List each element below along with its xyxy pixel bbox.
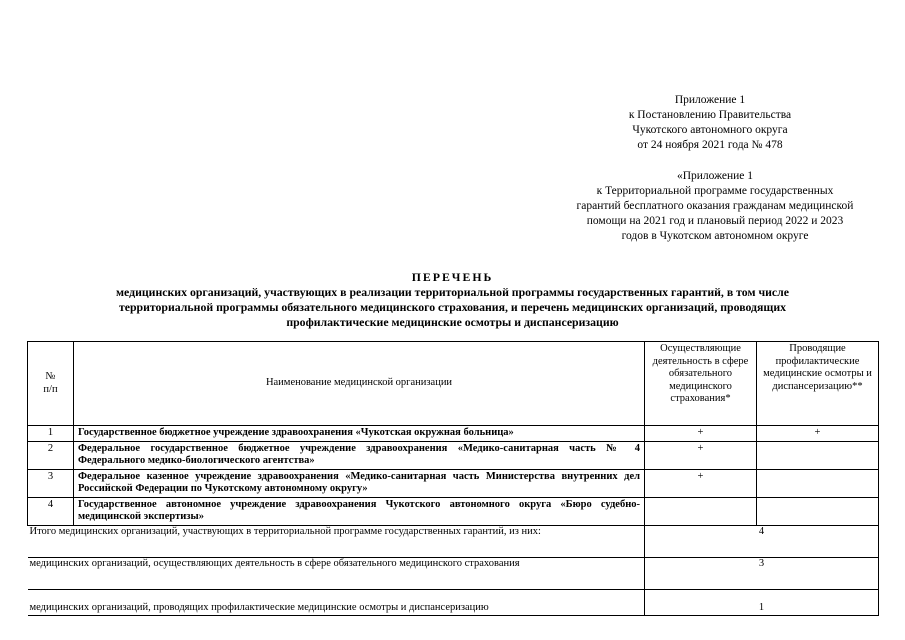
title-line: медицинских организаций, участвующих в реализации территориальной программы государственных гарантий, в том числе	[116, 285, 789, 299]
row-org-name: Государственное автономное учреждение здравоохранения Чукотского автономного округа «Бюро судебно-медицинской экспертизы»	[74, 497, 645, 525]
row-org-name: Федеральное казенное учреждение здравоохранения «Медико-санитарная часть Министерства внутренних дел Российской Федерации по Чукотскому автономному округу»	[74, 469, 645, 497]
row-number: 2	[28, 441, 74, 469]
document-title	[30, 270, 875, 330]
appendix-header	[560, 93, 860, 153]
summary-value: 3	[645, 557, 879, 589]
title-heading: ПЕРЕЧЕНЬ	[411, 270, 494, 284]
row-org-name: Государственное бюджетное учреждение здравоохранения «Чукотская окружная больница»	[74, 426, 645, 442]
row-org-name: Федеральное государственное бюджетное учреждение здравоохранения «Медико-санитарная часть № 4 Федерального медико-биологического агентства»	[74, 441, 645, 469]
appendix-line: помощи на 2021 год и плановый период 2022 и 2023	[586, 215, 844, 227]
row-number: 4	[28, 497, 74, 525]
row-oms-mark	[645, 497, 757, 525]
summary-label: медицинских организаций, проводящих профилактические медицинские осмотры и диспансеризацию	[28, 589, 645, 616]
appendix-line: годов в Чукотском автономном округе	[621, 230, 809, 242]
row-prof-mark	[757, 497, 879, 525]
summary-value: 4	[645, 525, 879, 557]
summary-row	[28, 525, 879, 557]
header-number: № п/п	[28, 342, 74, 426]
appendix-line: от 24 ноября 2021 года № 478	[637, 139, 783, 151]
appendix-line: «Приложение 1	[676, 170, 754, 182]
header-name: Наименование медицинской организации	[74, 342, 645, 426]
table-row	[28, 426, 879, 442]
header-oms: Осуществляющие деятельность в сфере обязательного медицинского страхования*	[645, 342, 757, 426]
row-prof-mark	[757, 441, 879, 469]
summary-label: медицинских организаций, осуществляющих деятельность в сфере обязательного медицинского страхования	[28, 557, 645, 589]
summary-row	[28, 589, 879, 616]
program-appendix-header	[545, 169, 885, 244]
appendix-line: к Территориальной программе государственных	[596, 185, 834, 197]
row-oms-mark: +	[645, 441, 757, 469]
title-line: территориальной программы обязательного медицинского страхования, и перечень медицинских организаций, проводящих	[118, 300, 787, 314]
table-row	[28, 469, 879, 497]
table-row	[28, 497, 879, 525]
appendix-line: Приложение 1	[674, 94, 746, 106]
summary-label: Итого медицинских организаций, участвующих в территориальной программе государственных гарантий, из них:	[28, 525, 645, 557]
table-row	[28, 441, 879, 469]
row-number: 1	[28, 426, 74, 442]
row-prof-mark: +	[757, 426, 879, 442]
header-prophylactic: Проводящие профилактические медицинские осмотры и диспансеризацию**	[757, 342, 879, 426]
row-oms-mark: +	[645, 469, 757, 497]
table-header-row	[28, 342, 879, 426]
organizations-table	[27, 341, 879, 616]
row-number: 3	[28, 469, 74, 497]
summary-value: 1	[645, 589, 879, 616]
row-oms-mark: +	[645, 426, 757, 442]
appendix-line: Чукотского автономного округа	[632, 124, 788, 136]
row-prof-mark	[757, 469, 879, 497]
title-line: профилактические медицинские осмотры и диспансеризацию	[286, 315, 619, 329]
appendix-line: к Постановлению Правительства	[628, 109, 792, 121]
appendix-line: гарантий бесплатного оказания гражданам медицинской	[576, 200, 854, 212]
summary-row	[28, 557, 879, 589]
